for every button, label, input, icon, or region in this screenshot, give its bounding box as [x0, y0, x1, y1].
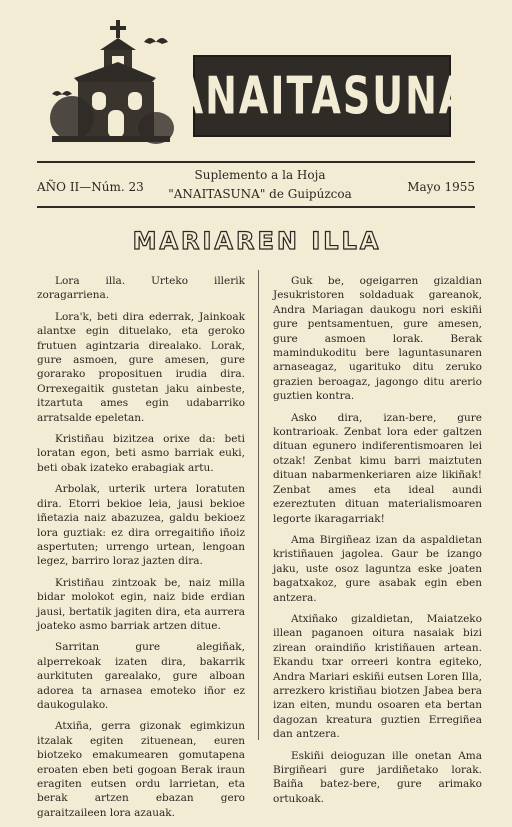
paragraph: Asko dira, izan-bere, gure kontrarioak. Zenbat lora eder galtzen dituan egunero indiferentismoaren lei otzak! Zenbat kimu barri maiztuten dituan nabarmenkeriaren aize likiñak! Zenbat ames eta ideal aundi ezereztuten dituan materialismoaren legorte ikaragarriak! — [273, 411, 482, 525]
issue-date: Mayo 1955 — [407, 180, 475, 194]
paragraph: Eskiñi deioguzan ille onetan Ama Birgiñeari gure jardiñetako lorak. Baiña batez-bere, gure arimako ortukoak. — [273, 749, 482, 805]
church-illustration — [44, 18, 174, 153]
paragraph: Kristiñau zintzoak be, naiz milla bidar molokot egin, naiz bide erdian jausi, bertatik jagiten dira, eta aurrera joateko asmo barriak artzen ditue. — [37, 576, 245, 632]
paragraph: Atxiñako gizaldietan, Maiatzeko illean paganoen oitura nasaiak bizi zirean oraindiño kristiñauen artean. Ekandu txar orreeri kontra egiteko, Andra Mariari eskiñi eutsen Loren Illa, arrezkero kristiñau biotzen Jabea bera izan eiten, mundu osoaren eta bertan dagozan kreatura guztien Erregiñea dan antzera. — [273, 612, 482, 741]
header-rule-bottom — [37, 206, 475, 208]
article-title: MARIAREN ILLA — [132, 227, 382, 255]
paragraph: Atxiña, gerra gizonak egimkizun itzalak egiten zituenean, euren biotzeko emakumearen gomutapena eroaten eben beti gogoan Berak iraun eragiten eutsen ordu larrietan, eta berak artzen ebazan gero garaitzaileen lora azauak. — [37, 720, 245, 819]
paragraph: Sarritan gure alegiñak, alperrekoak izaten dira, bakarrik aurkituten garealako, gure alboan adorea ta arnasea emoteko iñor ez daukogulako. — [37, 641, 245, 711]
article-column-left — [37, 274, 245, 827]
header-rule-top — [37, 161, 475, 163]
paragraph: Ama Birgiñeaz izan da aspaldietan kristiñauen jagolea. Gaur be izango jaku, uste osoz laguntza eske joaten bagatxakoz, gure asabak egin eben antzera. — [273, 533, 482, 604]
paragraph: Arbolak, urterik urtera loratuten dira. Etorri bekioe leia, jausi bekioe iñetazia naiz abazuzea, galdu bekioez lora guztiak: ez dira orregaitiño iñoiz aspertuten; urrengo urtean, lengoan legez, barriro loraz jazten dira. — [37, 483, 245, 568]
supplement-note — [150, 166, 370, 204]
paragraph: Lora'k, beti dira ederrak, Jainkoak alantxe egin dituelako, eta geroko frutuen agintzaria direalako. Lorak, gure asmoen, gure amesen, gure gorarako proposituen irudia dira. Orrexegaitik gustetan jaku ainbeste, itzartuta ames egin udabarriko arratsalde epeletan. — [37, 310, 245, 424]
supplement-line-1: Suplemento a la Hoja — [194, 168, 326, 182]
paragraph: Guk be, ogeigarren gizaldian Jesukristoren soldaduak gareanok, Andra Mariagan daukogu nori eskiñi gure pentsamentuen, gure amesen, gure asmoen lorak. Berak mamindukoditu bere laguntasunaren arnaseagaz, ugarituko ditu zeruko grazien beroagaz, jagongo ditu arerio guztien kontra. — [273, 275, 482, 403]
supplement-line-2: "ANAITASUNA" de Guipúzcoa — [168, 187, 352, 201]
masthead-title: ANAITASUNA — [173, 66, 471, 126]
issue-number: AÑO II—Núm. 23 — [37, 180, 144, 194]
masthead-banner — [173, 55, 471, 137]
column-divider — [258, 270, 259, 740]
paragraph: Kristiñau bizitzea orixe da: beti loratan egon, beti asmo barriak euki, beti obak izateko erabagiak artu. — [37, 433, 245, 474]
paragraph: Lora illa. Urteko illerik zoragarriena. — [37, 275, 245, 302]
article-column-right — [273, 274, 482, 813]
